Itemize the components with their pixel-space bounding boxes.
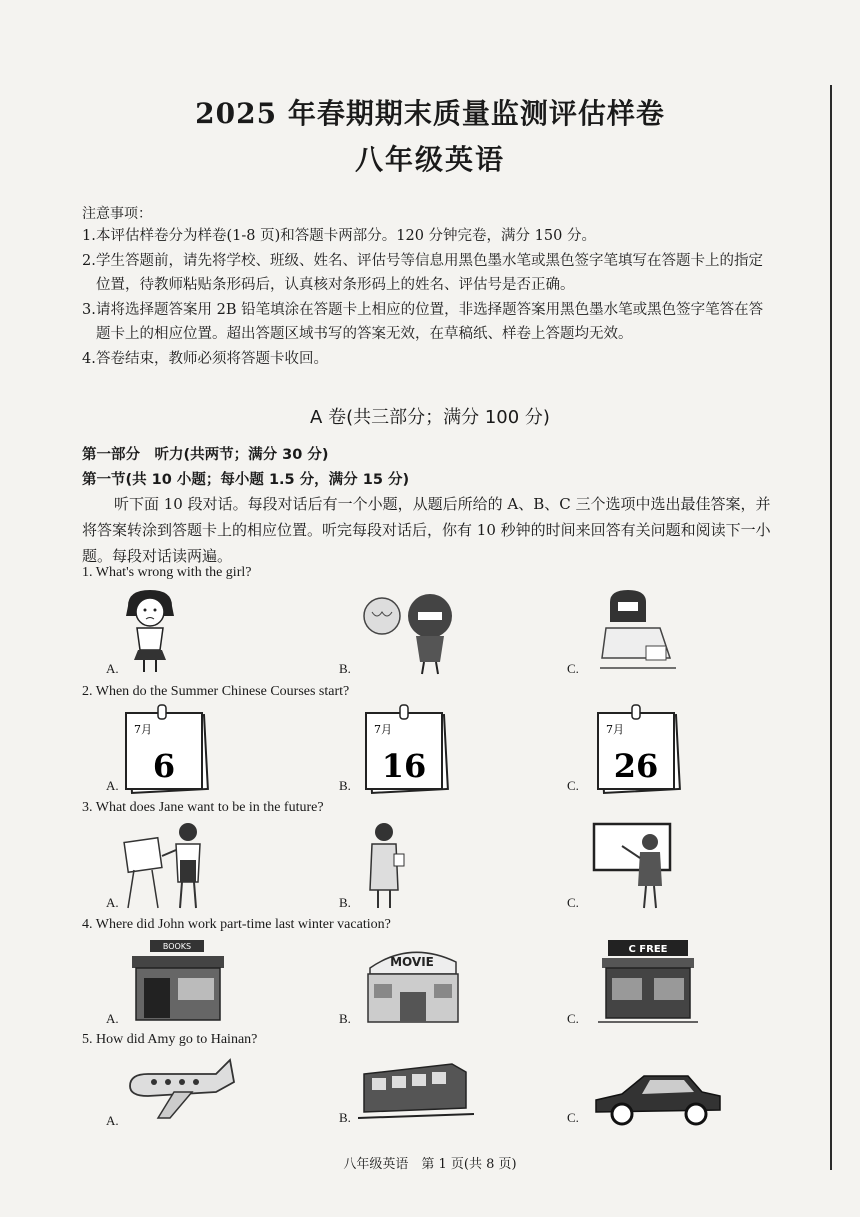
option-a-label: A. — [106, 895, 119, 910]
page-footer: 八年级英语 第 1 页(共 8 页) — [343, 1157, 517, 1172]
calendar-month: 7月 — [134, 723, 152, 736]
notice-item — [82, 298, 772, 347]
question-2: 2. When do the Summer Chinese Courses start? — [82, 684, 350, 699]
airplane-picture — [124, 1052, 238, 1124]
coffee-shop-sign: C FREE — [628, 944, 668, 955]
boy-with-toothache-picture — [360, 586, 470, 678]
option-b-label: B. — [339, 778, 351, 793]
calendar-july-26-picture — [594, 703, 684, 795]
listening-instructions: 听下面 10 段对话。每段对话后有一个小题，从题后所给的 A、B、C 三个选项中选出最佳答案，并将答案转涂到答题卡上的相应位置。听完每段对话后，你有 10 秒钟的时间来回答有关问题和阅读下一小题。每段对话读两遍。 — [82, 495, 771, 565]
notice-item — [82, 249, 772, 298]
question-5: 5. How did Amy go to Hainan? — [82, 1032, 258, 1047]
section-2-heading: 第一节(共 10 小题；每小题 1.5 分，满分 15 分) — [82, 472, 410, 488]
page-edge-line — [830, 85, 832, 1170]
notice-heading: 注意事项： — [82, 206, 152, 222]
car-picture — [592, 1070, 724, 1128]
option-b-label: B. — [339, 661, 351, 676]
notice-item — [82, 347, 772, 372]
calendar-july-16-picture — [362, 703, 452, 795]
bookstore-picture — [128, 938, 228, 1028]
option-b-label: B. — [339, 1011, 351, 1026]
option-a-label: A. — [106, 1011, 119, 1026]
sick-girl-in-bed-picture — [600, 588, 680, 676]
option-a-label: A. — [106, 1113, 119, 1128]
coffee-shop-picture — [598, 938, 698, 1028]
calendar-month: 7月 — [606, 723, 624, 736]
girl-with-headache-picture — [122, 588, 178, 676]
calendar-month: 7月 — [374, 723, 392, 736]
part-a-heading: A 卷(共三部分；满分 100 分) — [310, 407, 550, 428]
option-a-label: A. — [106, 661, 119, 676]
option-c-label: C. — [567, 1011, 579, 1026]
teacher-picture — [592, 820, 674, 912]
exam-subtitle: 八年级英语 — [354, 143, 505, 176]
bookstore-sign: BOOKS — [162, 942, 192, 951]
notice-text: 学生答题前，请先将学校、班级、姓名、评估号等信息用黑色墨水笔或黑色签字笔填写在答题卡上的指定位置，待教师粘贴条形码后，认真核对条形码上的姓名、评估号是否正确。 — [96, 252, 763, 293]
calendar-day: 6 — [152, 747, 176, 785]
notice-list — [82, 224, 772, 371]
option-b-label: B. — [339, 1110, 351, 1125]
notice-item — [82, 224, 772, 249]
calendar-day: 16 — [381, 747, 427, 785]
section-1-heading: 第一部分 听力(共两节；满分 30 分) — [82, 447, 329, 463]
option-c-label: C. — [567, 895, 579, 910]
question-1: 1. What's wrong with the girl? — [82, 565, 252, 580]
exam-title: 2025 年春期期末质量监测评估样卷 — [195, 97, 665, 130]
calendar-july-6-picture — [122, 703, 212, 795]
cinema-picture — [360, 938, 466, 1028]
question-4: 4. Where did John work part-time last winter vacation? — [82, 917, 391, 932]
question-3: 3. What does Jane want to be in the future? — [82, 800, 324, 815]
option-c-label: C. — [567, 661, 579, 676]
cinema-sign: MOVIE — [390, 955, 434, 969]
notice-number: 1. — [82, 228, 96, 244]
painter-picture — [122, 820, 214, 912]
notice-text: 答卷结束，教师必须将答题卡收回。 — [96, 350, 328, 367]
calendar-day: 26 — [613, 747, 659, 785]
notice-number: 2. — [82, 252, 96, 269]
notice-number: 4. — [82, 350, 96, 367]
notice-text: 请将选择题答案用 2B 铅笔填涂在答题卡上相应的位置，非选择题答案用黑色墨水笔或黑色签字笔答在答题卡上的相应位置。超出答题区域书写的答案无效，在草稿纸、样卷上答题均无效。 — [96, 301, 764, 342]
train-picture — [358, 1056, 474, 1124]
option-c-label: C. — [567, 1110, 579, 1125]
option-a-label: A. — [106, 778, 119, 793]
option-b-label: B. — [339, 895, 351, 910]
doctor-picture — [364, 820, 408, 912]
option-c-label: C. — [567, 778, 579, 793]
notice-text: 本评估样卷分为样卷(1-8 页)和答题卡两部分。120 分钟完卷，满分 150 分。 — [96, 228, 596, 244]
notice-number: 3. — [82, 301, 96, 318]
